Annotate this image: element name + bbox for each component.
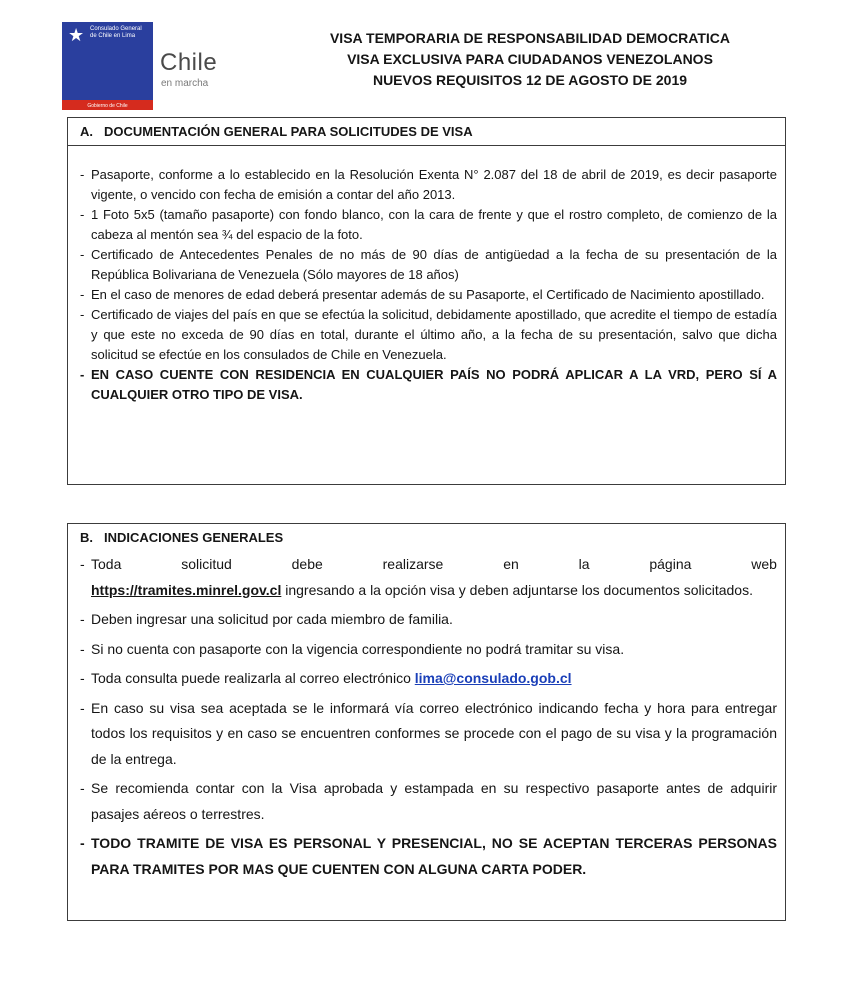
chile-government-logo <box>62 22 222 110</box>
list-item-notice: - TODO TRAMITE DE VISA ES PERSONAL Y PRESENCIAL, NO SE ACEPTAN TERCERAS PERSONAS PARA TRAMITES POR MAS QUE CUENTEN CON ALGUNA CARTA PODER. <box>80 835 777 877</box>
section-a-title-text: DOCUMENTACIÓN GENERAL PARA SOLICITUDES DE VISA <box>104 124 473 139</box>
list-item: - Deben ingresar una solicitud por cada miembro de familia. <box>80 611 453 627</box>
logo-org-text: Consulado General de Chile en Lima <box>90 26 142 39</box>
tramites-link[interactable]: https://tramites.minrel.gov.cl <box>91 581 282 598</box>
logo-tagline: en marcha <box>161 78 209 89</box>
header-title-line1: VISA TEMPORARIA DE RESPONSABILIDAD DEMOCRATICA <box>329 30 731 46</box>
list-item: - Toda consulta puede realizarla al correo electrónico lima@consulado.gob.cl <box>80 670 572 686</box>
list-item: - Se recomienda contar con la Visa aprobada y estampada en su respectivo pasaporte antes de adquirir pasajes aéreos o terrestres. <box>80 780 777 822</box>
section-a-divider <box>68 145 785 146</box>
list-item-notice: - EN CASO CUENTE CON RESIDENCIA EN CUALQUIER PAÍS NO PODRÁ APLICAR A LA VRD, PERO SÍ A CUALQUIER OTRO TIPO DE VISA. <box>80 367 777 402</box>
logo-wordmark: Chile <box>160 49 218 76</box>
email-link[interactable]: lima@consulado.gob.cl <box>414 670 572 686</box>
list-item: - Certificado de viajes del país en que se efectúa la solicitud, debidamente apostillado, que acredite el tiempo de estadía y que este no exceda de 90 días en total, durante el último año, a la fecha de su presentación, salvo que dicha solicitud se efectúe en los consulados de Chile en Venezuela. <box>80 307 777 362</box>
section-a-list <box>80 165 777 405</box>
section-a-letter: A. <box>80 124 93 139</box>
list-item: - Toda solicitud debe realizarse en la página web https://tramites.minrel.gov.cl ingresando a la opción visa y deben adjuntarse los documentos solicitados. <box>80 552 777 603</box>
list-item: - Pasaporte, conforme a lo establecido en la Resolución Exenta N° 2.087 del 18 de abril de 2019, es decir pasaporte vigente, o vencido con fecha de emisión a contar del año 2013. <box>80 167 777 202</box>
star-icon: ★ <box>68 25 85 45</box>
list-item: - 1 Foto 5x5 (tamaño pasaporte) con fondo blanco, con la cara de frente y que el rostro completo, de comienzo de la cabeza al mentón sea ¾ del espacio de la foto. <box>80 207 777 242</box>
spread-line: Toda solicitud debe realizarse en la página web <box>91 556 777 572</box>
section-b-title-text: INDICACIONES GENERALES <box>104 530 284 545</box>
section-b-title <box>80 530 283 545</box>
header-title-line2: VISA EXCLUSIVA PARA CIUDADANOS VENEZOLANOS <box>347 51 713 67</box>
list-item: - En el caso de menores de edad deberá presentar además de su Pasaporte, el Certificado de Nacimiento apostillado. <box>80 287 765 302</box>
logo-flag <box>62 22 153 110</box>
section-a-box <box>67 117 786 485</box>
header-title-line3: NUEVOS REQUISITOS 12 DE AGOSTO DE 2019 <box>372 72 688 88</box>
list-item: - Certificado de Antecedentes Penales de no más de 90 días de antigüedad a la fecha de su presentación de la República Bolivariana de Venezuela (Sólo mayores de 18 años) <box>80 247 777 282</box>
document-header <box>250 28 810 91</box>
section-b-list <box>80 552 777 886</box>
section-a-title <box>80 124 473 139</box>
logo-gov-text: Gobierno de Chile <box>87 103 128 109</box>
section-b-letter: B. <box>80 530 93 545</box>
list-item: - En caso su visa sea aceptada se le informará vía correo electrónico indicando fecha y hora para entregar todos los requisitos y en caso se encuentren conformes se procede con el pago de su visa y la programación de la entrega. <box>80 699 777 767</box>
list-item: - Si no cuenta con pasaporte con la vigencia correspondiente no podrá tramitar su visa. <box>80 640 625 657</box>
section-b-box <box>67 523 786 921</box>
